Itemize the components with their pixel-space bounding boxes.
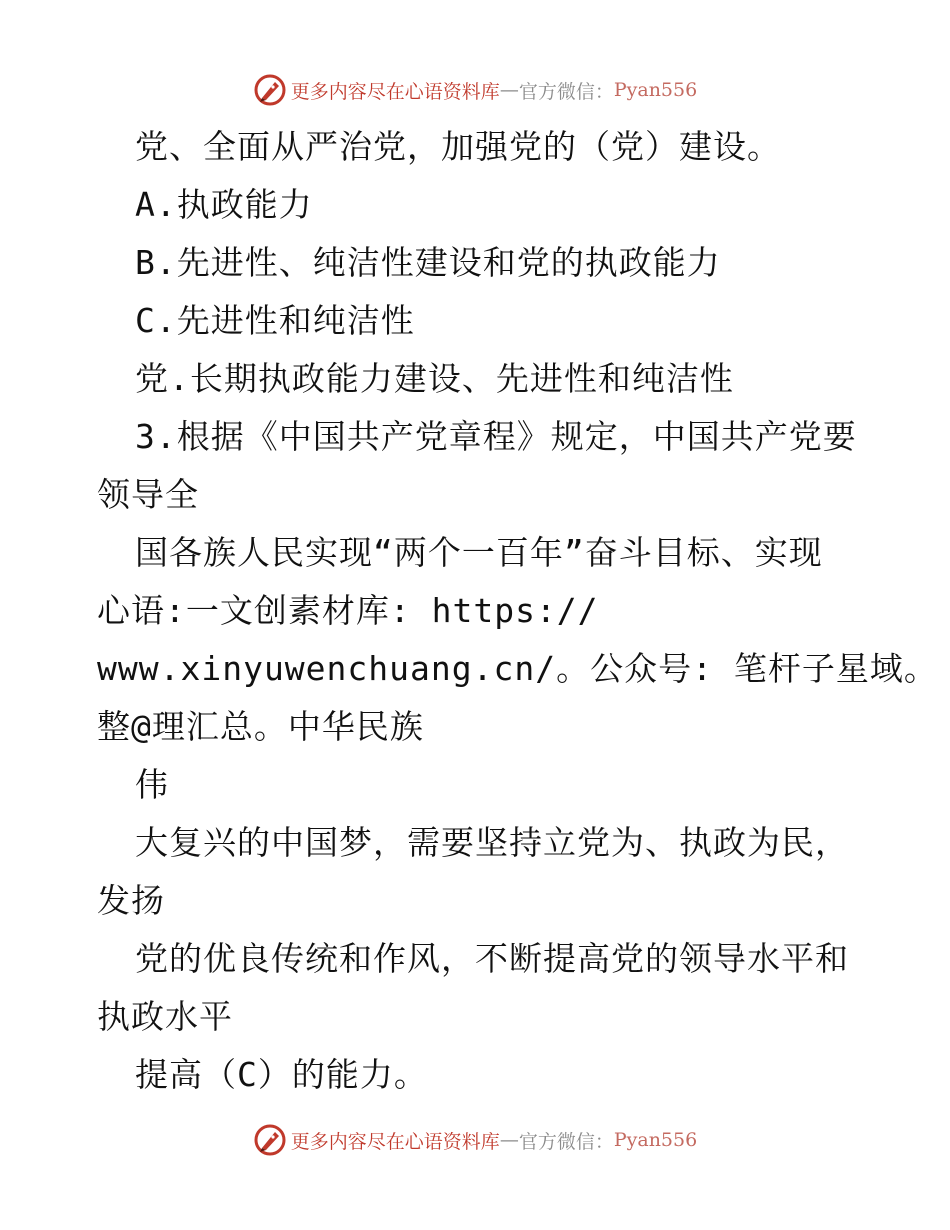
header-banner	[0, 70, 950, 110]
body-line: 伟	[135, 765, 169, 804]
footer-banner	[0, 1120, 950, 1160]
banner-dash: —	[499, 79, 519, 101]
banner-brand-text: 更多内容尽在心语资料库	[290, 80, 500, 103]
banner-brand-text: 更多内容尽在心语资料库	[290, 1130, 500, 1153]
pen-logo-icon	[253, 73, 287, 107]
option-b-line: B.先进性、纯洁性建设和党的执政能力	[135, 243, 721, 282]
body-line: 执政水平	[97, 997, 233, 1036]
answer-line: 提高（C）的能力。	[135, 1055, 428, 1094]
banner-wechat-id: Pyan556	[613, 1129, 698, 1151]
body-line: 大复兴的中国梦，需要坚持立党为、执政为民，	[135, 823, 849, 862]
body-line: 整@理汇总。中华民族	[97, 707, 424, 746]
watermark-line: 心语:一文创素材库: https://	[97, 591, 599, 630]
body-line: 领导全	[97, 475, 199, 514]
banner-colon: ：	[594, 80, 614, 103]
banner-dash: —	[499, 1129, 519, 1151]
body-line: 党的优良传统和作风，不断提高党的领导水平和	[135, 939, 849, 978]
banner-official-label: 官方微信	[518, 1130, 595, 1153]
banner-colon: ：	[594, 1130, 614, 1153]
pen-logo-icon	[253, 1123, 287, 1157]
body-line: 党、全面从严治党，加强党的（党）建设。	[135, 127, 781, 166]
body-line: 发扬	[97, 881, 165, 920]
banner-official-label: 官方微信	[518, 80, 595, 103]
option-a-line: A.执政能力	[135, 185, 313, 224]
body-line: 国各族人民实现“两个一百年”奋斗目标、实现	[135, 533, 823, 572]
watermark-url-line: www.xinyuwenchuang.cn/。公众号: 笔杆子星域。	[97, 649, 938, 688]
option-d-line: 党.长期执政能力建设、先进性和纯洁性	[135, 359, 734, 398]
banner-wechat-id: Pyan556	[613, 79, 698, 101]
question-3-line: 3.根据《中国共产党章程》规定，中国共产党要	[135, 417, 857, 456]
option-c-line: C.先进性和纯洁性	[135, 301, 415, 340]
